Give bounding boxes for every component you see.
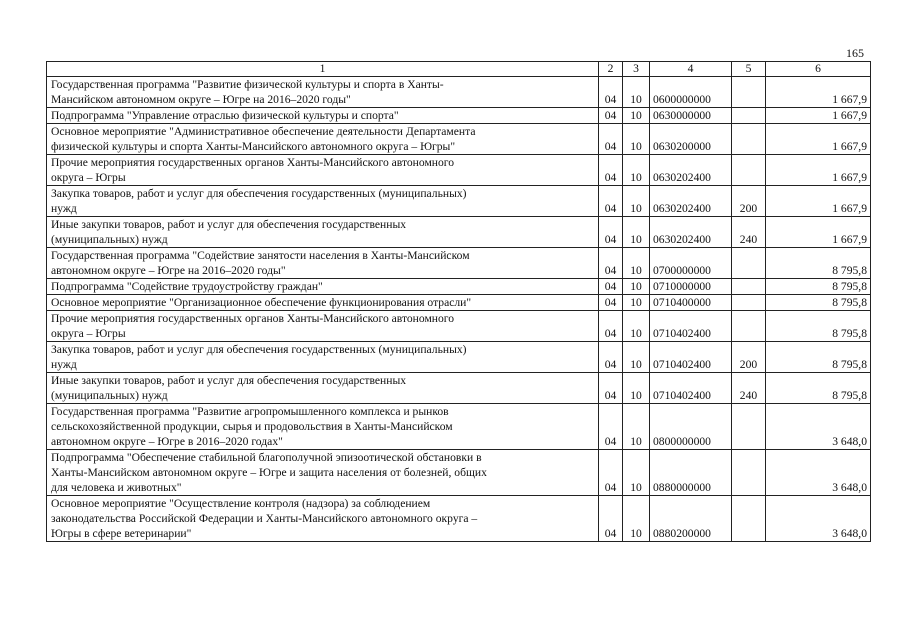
row-name-cell: Закупка товаров, работ и услуг для обеспечения государственных (муниципальных) нужд	[47, 342, 599, 373]
table-row	[47, 496, 871, 542]
row-target-article-cell: 0880000000	[650, 450, 732, 496]
row-expense-type-cell: 200	[732, 186, 766, 217]
header-cell-2: 2	[599, 62, 623, 77]
row-subsection-cell: 10	[623, 186, 650, 217]
table-header	[47, 62, 871, 77]
row-target-article-cell: 0700000000	[650, 248, 732, 279]
table-row	[47, 77, 871, 108]
row-name-cell: Государственная программа "Содействие занятости населения в Ханты-Мансийском автономном округе – Югре на 2016–2020 годы"	[47, 248, 599, 279]
row-section-cell: 04	[599, 155, 623, 186]
row-target-article-cell: 0710400000	[650, 295, 732, 311]
row-name-cell: Государственная программа "Развитие физической культуры и спорта в Ханты- Мансийском автономном округе – Югре на 2016–2020 годы"	[47, 77, 599, 108]
table-row	[47, 186, 871, 217]
row-amount-cell: 1 667,9	[766, 217, 871, 248]
row-subsection-cell: 10	[623, 217, 650, 248]
row-section-cell: 04	[599, 496, 623, 542]
row-expense-type-cell	[732, 248, 766, 279]
row-amount-cell: 8 795,8	[766, 248, 871, 279]
row-name-cell: Прочие мероприятия государственных органов Ханты-Мансийского автономного округа – Югры	[47, 311, 599, 342]
header-cell-5: 5	[732, 62, 766, 77]
row-expense-type-cell	[732, 295, 766, 311]
row-section-cell: 04	[599, 108, 623, 124]
row-name-cell: Прочие мероприятия государственных органов Ханты-Мансийского автономного округа – Югры	[47, 155, 599, 186]
row-name-cell: Основное мероприятие "Административное обеспечение деятельности Департамента физической культуры и спорта Ханты-Мансийского автономного округа – Югры"	[47, 124, 599, 155]
row-expense-type-cell	[732, 124, 766, 155]
row-name-cell: Основное мероприятие "Организационное обеспечение функционирования отрасли"	[47, 295, 599, 311]
table-row	[47, 342, 871, 373]
row-amount-cell: 8 795,8	[766, 311, 871, 342]
row-section-cell: 04	[599, 404, 623, 450]
row-subsection-cell: 10	[623, 77, 650, 108]
row-expense-type-cell	[732, 496, 766, 542]
row-subsection-cell: 10	[623, 342, 650, 373]
table-row	[47, 450, 871, 496]
row-amount-cell: 1 667,9	[766, 186, 871, 217]
table-row	[47, 124, 871, 155]
row-target-article-cell: 0630200000	[650, 124, 732, 155]
table-row	[47, 279, 871, 295]
table-row	[47, 404, 871, 450]
row-subsection-cell: 10	[623, 155, 650, 186]
row-expense-type-cell: 200	[732, 342, 766, 373]
row-subsection-cell: 10	[623, 373, 650, 404]
row-amount-cell: 8 795,8	[766, 295, 871, 311]
row-section-cell: 04	[599, 311, 623, 342]
row-expense-type-cell: 240	[732, 373, 766, 404]
table-row	[47, 373, 871, 404]
row-target-article-cell: 0880200000	[650, 496, 732, 542]
row-name-cell: Подпрограмма "Обеспечение стабильной благополучной эпизоотической обстановки в Ханты-Мансийском автономном округе – Югре и защита населения от болезней, общих для человека и животных"	[47, 450, 599, 496]
table-row	[47, 108, 871, 124]
row-name-cell: Иные закупки товаров, работ и услуг для обеспечения государственных (муниципальных) нужд	[47, 217, 599, 248]
row-amount-cell: 1 667,9	[766, 77, 871, 108]
table-row	[47, 248, 871, 279]
row-subsection-cell: 10	[623, 496, 650, 542]
row-target-article-cell: 0630202400	[650, 155, 732, 186]
row-section-cell: 04	[599, 217, 623, 248]
row-target-article-cell: 0800000000	[650, 404, 732, 450]
row-target-article-cell: 0630000000	[650, 108, 732, 124]
row-target-article-cell: 0630202400	[650, 217, 732, 248]
row-section-cell: 04	[599, 295, 623, 311]
row-expense-type-cell	[732, 108, 766, 124]
row-target-article-cell: 0710000000	[650, 279, 732, 295]
row-section-cell: 04	[599, 373, 623, 404]
row-name-cell: Основное мероприятие "Осуществление контроля (надзора) за соблюдением законодательства Российской Федерации и Ханты-Мансийского автономного округа – Югры в сфере ветеринарии"	[47, 496, 599, 542]
row-expense-type-cell	[732, 311, 766, 342]
row-subsection-cell: 10	[623, 295, 650, 311]
table-row	[47, 311, 871, 342]
row-expense-type-cell	[732, 404, 766, 450]
row-name-cell: Иные закупки товаров, работ и услуг для обеспечения государственных (муниципальных) нужд	[47, 373, 599, 404]
row-target-article-cell: 0710402400	[650, 373, 732, 404]
row-section-cell: 04	[599, 77, 623, 108]
row-target-article-cell: 0600000000	[650, 77, 732, 108]
page-number: 165	[846, 46, 864, 60]
row-subsection-cell: 10	[623, 404, 650, 450]
header-cell-6: 6	[766, 62, 871, 77]
row-subsection-cell: 10	[623, 248, 650, 279]
row-section-cell: 04	[599, 450, 623, 496]
row-name-cell: Закупка товаров, работ и услуг для обеспечения государственных (муниципальных) нужд	[47, 186, 599, 217]
budget-table	[46, 61, 871, 542]
table-body	[47, 77, 871, 542]
row-section-cell: 04	[599, 248, 623, 279]
header-row	[47, 62, 871, 77]
row-amount-cell: 3 648,0	[766, 450, 871, 496]
row-amount-cell: 8 795,8	[766, 373, 871, 404]
row-section-cell: 04	[599, 342, 623, 373]
table-row	[47, 155, 871, 186]
row-amount-cell: 3 648,0	[766, 404, 871, 450]
row-section-cell: 04	[599, 186, 623, 217]
row-target-article-cell: 0710402400	[650, 342, 732, 373]
table-row	[47, 217, 871, 248]
row-subsection-cell: 10	[623, 279, 650, 295]
row-amount-cell: 8 795,8	[766, 342, 871, 373]
row-expense-type-cell	[732, 77, 766, 108]
row-subsection-cell: 10	[623, 450, 650, 496]
row-name-cell: Подпрограмма "Управление отраслью физической культуры и спорта"	[47, 108, 599, 124]
table-row	[47, 295, 871, 311]
row-expense-type-cell: 240	[732, 217, 766, 248]
row-amount-cell: 3 648,0	[766, 496, 871, 542]
row-subsection-cell: 10	[623, 124, 650, 155]
row-expense-type-cell	[732, 155, 766, 186]
row-section-cell: 04	[599, 279, 623, 295]
row-section-cell: 04	[599, 124, 623, 155]
row-subsection-cell: 10	[623, 311, 650, 342]
row-amount-cell: 8 795,8	[766, 279, 871, 295]
header-cell-3: 3	[623, 62, 650, 77]
row-amount-cell: 1 667,9	[766, 155, 871, 186]
row-expense-type-cell	[732, 279, 766, 295]
row-name-cell: Государственная программа "Развитие агропромышленного комплекса и рынков сельскохозяйственной продукции, сырья и продовольствия в Ханты-Мансийском автономном округе – Югре в 2016–2020 годах"	[47, 404, 599, 450]
row-name-cell: Подпрограмма "Содействие трудоустройству граждан"	[47, 279, 599, 295]
header-cell-1: 1	[47, 62, 599, 77]
row-subsection-cell: 10	[623, 108, 650, 124]
header-cell-4: 4	[650, 62, 732, 77]
row-expense-type-cell	[732, 450, 766, 496]
row-target-article-cell: 0710402400	[650, 311, 732, 342]
row-target-article-cell: 0630202400	[650, 186, 732, 217]
row-amount-cell: 1 667,9	[766, 108, 871, 124]
row-amount-cell: 1 667,9	[766, 124, 871, 155]
